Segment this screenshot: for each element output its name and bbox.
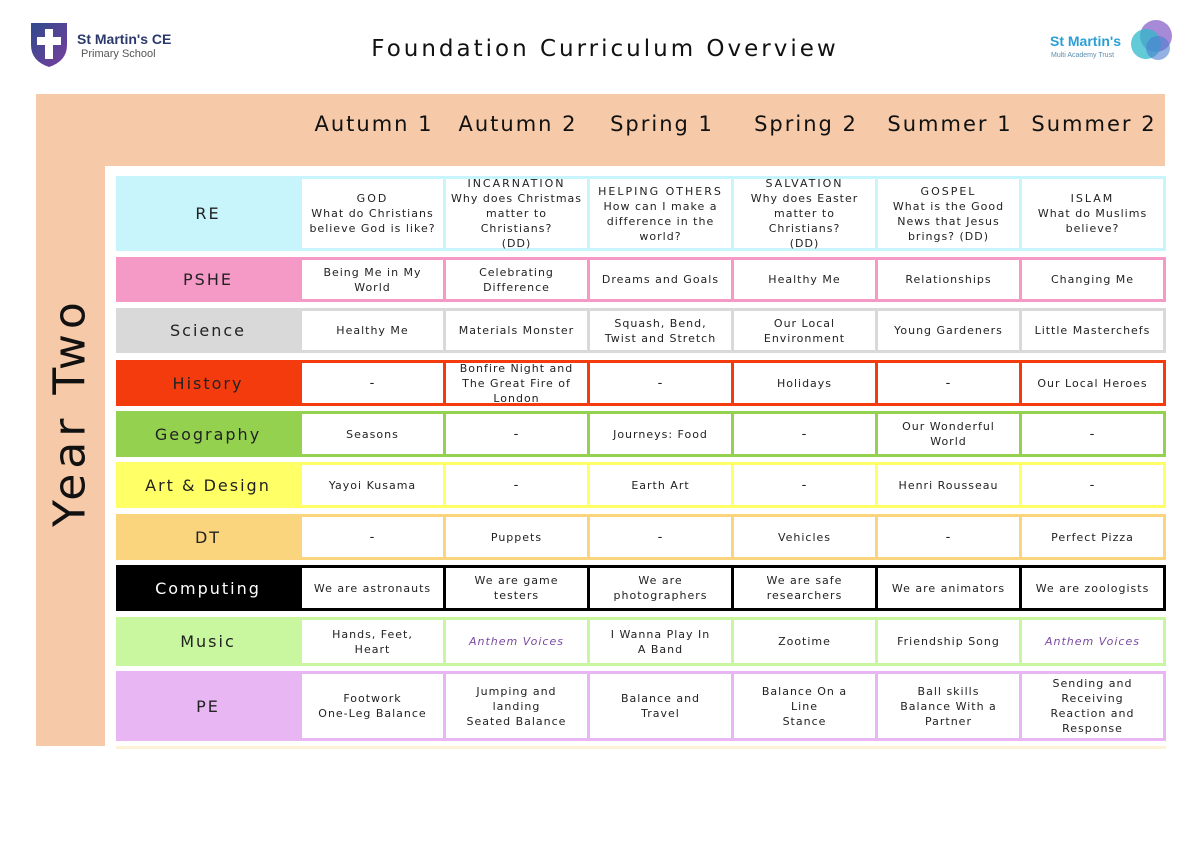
- topic-line: Materials Monster: [458, 324, 575, 337]
- topic-cell: [590, 260, 731, 299]
- topic-cell: [1022, 568, 1163, 608]
- topic-line: Seasons: [346, 427, 399, 441]
- topic-line: News that Jesus: [897, 214, 1000, 228]
- topic-cell: [1022, 179, 1163, 248]
- topic-line: (DD): [501, 237, 532, 250]
- topic-line: I Wanna Play In: [610, 627, 711, 641]
- topic-cell: [734, 179, 875, 248]
- topic-line: Bonfire Night and: [459, 361, 574, 375]
- topic-line: researchers: [766, 589, 843, 602]
- topic-line: Celebrating: [479, 265, 554, 279]
- topic-cell: [1022, 465, 1163, 505]
- topic-line: believe God is like?: [309, 222, 436, 235]
- curriculum-row-geography: [116, 411, 1166, 457]
- topic-cell: [590, 179, 731, 248]
- topic-cell: [446, 568, 587, 608]
- topic-line: We are safe: [766, 574, 843, 587]
- topic-line: Footwork: [343, 692, 402, 705]
- topic-line: -: [657, 529, 664, 545]
- topic-line: Perfect Pizza: [1051, 530, 1134, 544]
- topic-line: -: [1089, 477, 1096, 493]
- topic-line: Young Gardeners: [894, 324, 1003, 337]
- topic-line: Twist and Stretch: [604, 331, 717, 345]
- topic-cell: [302, 620, 443, 663]
- topic-line: We are: [638, 574, 683, 587]
- topic-cell: [734, 517, 875, 557]
- term-header: Spring 1: [610, 112, 714, 136]
- topic-line: brings? (DD): [907, 229, 990, 243]
- topic-line: Ball skills: [917, 684, 980, 698]
- topic-heading: GOSPEL: [920, 184, 977, 198]
- topic-line: -: [801, 477, 808, 493]
- topic-heading: GOD: [356, 192, 389, 205]
- topic-line: World: [354, 280, 391, 294]
- topic-cell: [590, 311, 731, 350]
- topic-line: -: [657, 375, 664, 391]
- topic-cell: [734, 465, 875, 505]
- topic-line: Healthy Me: [336, 324, 409, 337]
- subject-label: RE: [195, 204, 221, 223]
- topic-line: We are game: [474, 574, 559, 587]
- topic-cell: [878, 179, 1019, 248]
- topic-cell: [590, 465, 731, 505]
- subject-label: DT: [194, 527, 222, 547]
- trust-name: St Martin's: [1050, 33, 1122, 49]
- topic-line: Heart: [354, 642, 391, 656]
- term-header: Summer 1: [887, 112, 1013, 136]
- topic-line: -: [369, 375, 376, 391]
- curriculum-row-re: [116, 176, 1166, 251]
- topic-cell: [590, 568, 731, 608]
- topic-line: Seated Balance: [466, 714, 567, 728]
- topic-cell: [1022, 311, 1163, 350]
- divider: [116, 746, 1166, 749]
- topic-line: Holidays: [776, 376, 833, 390]
- topic-cell: [302, 179, 443, 248]
- topic-line: Relationships: [905, 273, 992, 286]
- topic-cell: [590, 517, 731, 557]
- topic-cell: [590, 363, 731, 403]
- overlapping-circles-icon: [1126, 18, 1176, 66]
- year-label: Year Two: [44, 297, 96, 527]
- subject-label: PE: [196, 696, 220, 716]
- topic-line: Little Masterchefs: [1034, 324, 1151, 337]
- subject-label: Geography: [154, 424, 262, 444]
- topic-line: Jumping and: [476, 684, 557, 698]
- topic-line: The Great Fire of: [462, 376, 571, 390]
- school-subtitle: Primary School: [81, 48, 156, 60]
- topic-line: Hands, Feet,: [332, 627, 413, 641]
- topic-line: Friendship Song: [897, 635, 1000, 648]
- topic-line: What do Muslims: [1037, 207, 1148, 220]
- topic-line: Yayoi Kusama: [328, 478, 417, 492]
- topic-line: Stance: [782, 714, 827, 728]
- topic-cell: [734, 311, 875, 350]
- topic-line: landing: [492, 699, 541, 713]
- topic-cell: [446, 179, 587, 248]
- topic-cell: [446, 674, 587, 738]
- school-name: St Martin's CE: [77, 31, 172, 47]
- page-title: Foundation Curriculum Overview: [371, 36, 839, 62]
- topic-line: Dreams and Goals: [601, 273, 720, 286]
- topic-line: (DD): [789, 237, 820, 250]
- topic-cell: [302, 465, 443, 505]
- topic-line: believe?: [1065, 222, 1120, 235]
- topic-line: London: [493, 391, 540, 405]
- topic-cell: [302, 311, 443, 350]
- curriculum-row-dt: [116, 514, 1166, 560]
- topic-cell: [302, 568, 443, 608]
- topic-line: world?: [639, 229, 682, 243]
- topic-cell: [446, 260, 587, 299]
- topic-line: -: [945, 375, 952, 391]
- topic-line: -: [1089, 426, 1096, 442]
- topic-line: Earth Art: [631, 478, 690, 492]
- curriculum-row-art-design: [116, 462, 1166, 508]
- topic-line: matter to Christians?: [768, 207, 841, 235]
- topic-cell: [302, 414, 443, 454]
- curriculum-row-history: [116, 360, 1166, 406]
- topic-cell: [878, 568, 1019, 608]
- topic-line: We are astronauts: [313, 581, 432, 595]
- curriculum-row-computing: [116, 565, 1166, 611]
- curriculum-row-pe: [116, 671, 1166, 741]
- topic-line: Response: [1062, 722, 1123, 735]
- topic-line: Why does Easter: [750, 192, 859, 205]
- topic-line: Puppets: [490, 530, 543, 544]
- topic-line: We are zoologists: [1035, 581, 1150, 595]
- topic-line: A Band: [637, 642, 684, 656]
- topic-cell: [878, 674, 1019, 738]
- topic-cell: [734, 674, 875, 738]
- topic-line: Our Local Heroes: [1037, 376, 1148, 390]
- subject-label: Computing: [155, 578, 261, 598]
- topic-line: -: [801, 426, 808, 442]
- topic-line: -: [945, 529, 952, 545]
- topic-line: -: [369, 529, 376, 545]
- topic-line: Journeys: Food: [613, 427, 708, 441]
- topic-line: Balance and: [620, 692, 701, 705]
- topic-line: testers: [493, 589, 540, 602]
- topic-line: Difference: [483, 280, 550, 294]
- topic-cell: [878, 414, 1019, 454]
- topic-cell: [446, 465, 587, 505]
- topic-line: Squash, Bend,: [614, 316, 707, 330]
- topic-line: Balance On a: [761, 684, 848, 698]
- curriculum-row-music: [116, 617, 1166, 666]
- topic-line: Healthy Me: [768, 273, 841, 286]
- topic-line: What do Christians: [311, 207, 434, 220]
- topic-line: Henri Rousseau: [898, 478, 999, 492]
- topic-line: Our Local: [773, 316, 836, 330]
- topic-cell: [734, 568, 875, 608]
- topic-line: Our Wonderful: [902, 420, 995, 433]
- topic-line: What is the Good: [892, 199, 1005, 213]
- subject-label: PSHE: [183, 270, 233, 289]
- topic-heading: HELPING OTHERS: [598, 184, 723, 198]
- term-header: Autumn 2: [458, 112, 578, 136]
- topic-cell: [1022, 674, 1163, 738]
- subject-label: Music: [180, 632, 236, 651]
- topic-line: Reaction and: [1050, 707, 1135, 720]
- topic-line: Changing Me: [1050, 273, 1135, 286]
- topic-cell: [590, 414, 731, 454]
- term-header: Autumn 1: [314, 112, 434, 136]
- topic-line: World: [930, 435, 967, 448]
- subject-label: Science: [169, 321, 247, 340]
- topic-cell: [446, 517, 587, 557]
- topic-cell: [302, 674, 443, 738]
- topic-line: Anthem Voices: [1045, 635, 1140, 648]
- topic-line: -: [513, 426, 520, 442]
- topic-line: Receiving: [1061, 692, 1124, 705]
- topic-line: matter to Christians?: [480, 207, 553, 235]
- topic-heading: SALVATION: [765, 177, 844, 190]
- curriculum-row-pshe: [116, 257, 1166, 302]
- term-header: Summer 2: [1031, 112, 1157, 136]
- topic-line: Environment: [763, 331, 846, 345]
- topic-cell: [446, 363, 587, 403]
- topic-line: Vehicles: [777, 530, 832, 544]
- topic-cell: [734, 414, 875, 454]
- topic-cell: [446, 414, 587, 454]
- topic-line: photographers: [613, 589, 708, 602]
- topic-cell: [734, 260, 875, 299]
- topic-cell: [734, 363, 875, 403]
- shield-cross-icon: [29, 19, 69, 69]
- topic-line: Sending and: [1052, 677, 1133, 690]
- topic-line: Balance With a: [900, 699, 997, 713]
- topic-cell: [1022, 620, 1163, 663]
- topic-cell: [1022, 517, 1163, 557]
- topic-cell: [878, 363, 1019, 403]
- topic-cell: [302, 517, 443, 557]
- topic-cell: [878, 620, 1019, 663]
- subject-label: Art & Design: [145, 475, 271, 495]
- topic-cell: [302, 260, 443, 299]
- topic-cell: [302, 363, 443, 403]
- topic-cell: [446, 311, 587, 350]
- topic-line: How can I make a: [603, 199, 718, 213]
- school-logo: [29, 19, 189, 69]
- topic-line: Zootime: [778, 635, 831, 648]
- topic-line: We are animators: [891, 581, 1006, 595]
- topic-line: Line: [791, 699, 818, 713]
- topic-heading: ISLAM: [1070, 192, 1115, 205]
- topic-cell: [734, 620, 875, 663]
- topic-line: -: [513, 477, 520, 493]
- topic-cell: [878, 311, 1019, 350]
- topic-cell: [1022, 414, 1163, 454]
- topic-cell: [878, 465, 1019, 505]
- topic-cell: [590, 674, 731, 738]
- topic-line: Being Me in My: [323, 265, 422, 279]
- topic-cell: [1022, 363, 1163, 403]
- trust-logo: [1030, 18, 1180, 66]
- topic-cell: [446, 620, 587, 663]
- topic-cell: [1022, 260, 1163, 299]
- trust-subtitle: Multi Academy Trust: [1051, 52, 1115, 59]
- term-header: Spring 2: [754, 112, 858, 136]
- topic-cell: [878, 260, 1019, 299]
- topic-heading: INCARNATION: [467, 177, 566, 190]
- topic-line: Why does Christmas: [450, 192, 583, 205]
- topic-line: Anthem Voices: [469, 635, 564, 648]
- topic-line: Partner: [925, 714, 972, 728]
- topic-line: One-Leg Balance: [318, 707, 427, 720]
- topic-cell: [878, 517, 1019, 557]
- topic-cell: [590, 620, 731, 663]
- topic-line: difference in the: [606, 214, 715, 228]
- subject-label: History: [172, 373, 244, 393]
- topic-line: Travel: [641, 707, 680, 720]
- curriculum-row-science: [116, 308, 1166, 353]
